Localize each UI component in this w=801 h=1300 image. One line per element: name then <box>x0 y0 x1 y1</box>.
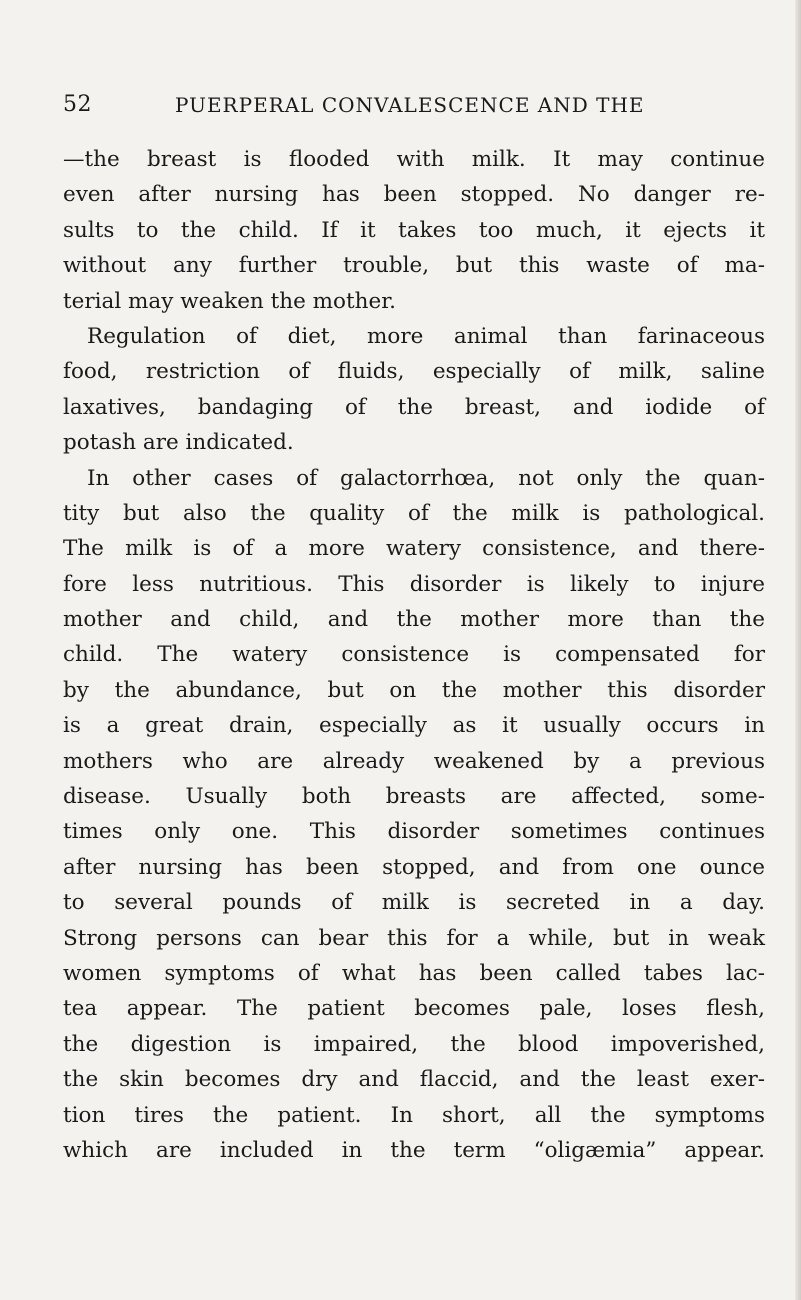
text-line: the skin becomes dry and flaccid, and the least exer- <box>63 1067 765 1093</box>
text-line: mother and child, and the mother more than the <box>63 607 765 633</box>
text-line: tity but also the quality of the milk is pathological. <box>63 500 765 526</box>
text-line: Strong persons can bear this for a while, but in weak <box>63 925 765 951</box>
running-title: PUERPERAL CONVALESCENCE AND THE <box>175 93 645 117</box>
text-line: terial may weaken the mother. <box>63 288 396 314</box>
body-text <box>63 142 765 1168</box>
text-line: the digestion is impaired, the blood impoverished, <box>63 1031 765 1057</box>
running-head <box>63 92 763 122</box>
text-line: food, restriction of fluids, especially of milk, saline <box>63 359 765 385</box>
text-line: fore less nutritious. This disorder is likely to injure <box>63 571 765 597</box>
text-line: to several pounds of milk is secreted in a day. <box>63 890 765 916</box>
page-number: 52 <box>63 92 92 117</box>
text-line: The milk is of a more watery consistence, and there- <box>63 536 765 562</box>
text-line: tea appear. The patient becomes pale, loses flesh, <box>63 996 765 1022</box>
text-line: mothers who are already weakened by a previous <box>63 748 765 774</box>
text-line: sults to the child. If it takes too much, it ejects it <box>63 217 765 243</box>
text-line: after nursing has been stopped, and from one ounce <box>63 854 765 880</box>
text-line: without any further trouble, but this waste of ma- <box>63 253 765 279</box>
text-line: child. The watery consistence is compensated for <box>63 642 765 668</box>
text-line: is a great drain, especially as it usually occurs in <box>63 713 765 739</box>
text-line: —the breast is flooded with milk. It may continue <box>63 147 765 172</box>
text-line: laxatives, bandaging of the breast, and iodide of <box>63 394 765 420</box>
text-line: disease. Usually both breasts are affected, some- <box>63 784 765 810</box>
text-line: times only one. This disorder sometimes continues <box>63 819 765 845</box>
text-line: Regulation of diet, more animal than farinaceous <box>87 323 765 349</box>
page-edge <box>795 0 801 1300</box>
text-line: women symptoms of what has been called tabes lac- <box>63 960 765 986</box>
text-line: In other cases of galactorrhœa, not only the quan- <box>87 465 765 491</box>
text-line: even after nursing has been stopped. No danger re- <box>63 182 765 208</box>
text-line: by the abundance, but on the mother this disorder <box>63 677 765 703</box>
text-line: potash are indicated. <box>63 430 294 456</box>
text-line: which are included in the term “oligæmia” appear. <box>63 1137 765 1163</box>
text-line: tion tires the patient. In short, all the symptoms <box>63 1102 765 1128</box>
